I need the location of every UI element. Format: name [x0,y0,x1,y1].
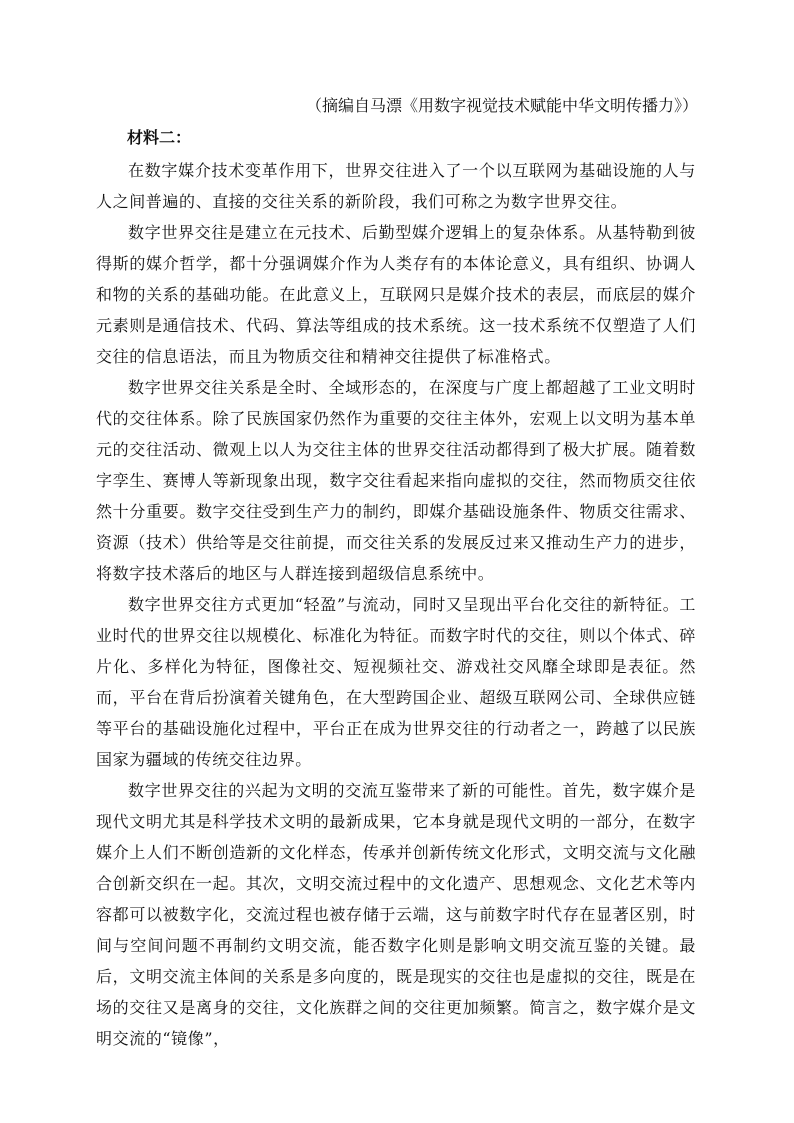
paragraph: 数字世界交往关系是全时、全域形态的，在深度与广度上都超越了工业文明时代的交往体系。除了民族国家仍然作为重要的交往主体外，宏观上以文明为基本单元的交往活动、微观上以人为交往主体的世界交往活动都得到了极大扩展。随着数字孪生、赛博人等新现象出现，数字交往看起来指向虚拟的交往，然而物质交往依然十分重要。数字交往受到生产力的制约，即媒介基础设施条件、物质交往需求、资源（技术）供给等是交往前提，而交往关系的发展反过来又推动生产力的进步，将数字技术落后的地区与人群连接到超级信息系统中。 [96,378,696,583]
paragraph: 数字世界交往方式更加“轻盈”与流动，同时又呈现出平台化交往的新特征。工业时代的世界交往以规模化、标准化为特征。而数字时代的交往，则以个体式、碎片化、多样化为特征，图像社交、短视频社交、游戏社交风靡全球即是表征。然而，平台在背后扮演着关键角色，在大型跨国企业、超级互联网公司、全球供应链等平台的基础设施化过程中，平台正在成为世界交往的行动者之一，跨越了以民族国家为疆域的传统交往边界。 [96,595,696,769]
source-citation: （摘编自马漂《用数字视觉技术赋能中华文明传播力》） [305,96,698,115]
section-heading: 材料二： [127,128,192,147]
paragraph: 数字世界交往的兴起为文明的交流互鉴带来了新的可能性。首先，数字媒介是现代文明尤其是科学技术文明的最新成果，它本身就是现代文明的一部分，在数字媒介上人们不断创造新的文化样态，传承并创新传统文化形式，文明交流与文化融合创新交织在一起。其次，文明交流过程中的文化遗产、思想观念、文化艺术等内容都可以被数字化，交流过程也被存储于云端，这与前数字时代存在显著区别，时间与空间问题不再制约文明交流，能否数字化则是影响文明交流互鉴的关键。最后，文明交流主体间的关系是多向度的，既是现实的交往也是虚拟的交往，既是在场的交往又是离身的交往，文化族群之间的交往更加频繁。简言之，数字媒介是文明交流的“镜像”， [96,781,696,1048]
paragraph: 在数字媒介技术变革作用下，世界交往进入了一个以互联网为基础设施的人与人之间普遍的、直接的交往关系的新阶段，我们可称之为数字世界交往。 [96,161,696,211]
article-body [96,155,696,1054]
paragraph: 数字世界交往是建立在元技术、后勤型媒介逻辑上的复杂体系。从基特勒到彼得斯的媒介哲学，都十分强调媒介作为人类存有的本体论意义，具有组织、协调人和物的关系的基础功能。在此意义上，互联网只是媒介技术的表层，而底层的媒介元素则是通信技术、代码、算法等组成的技术系统。这一技术系统不仅塑造了人们交往的信息语法，而且为物质交往和精神交往提供了标准格式。 [96,223,696,366]
